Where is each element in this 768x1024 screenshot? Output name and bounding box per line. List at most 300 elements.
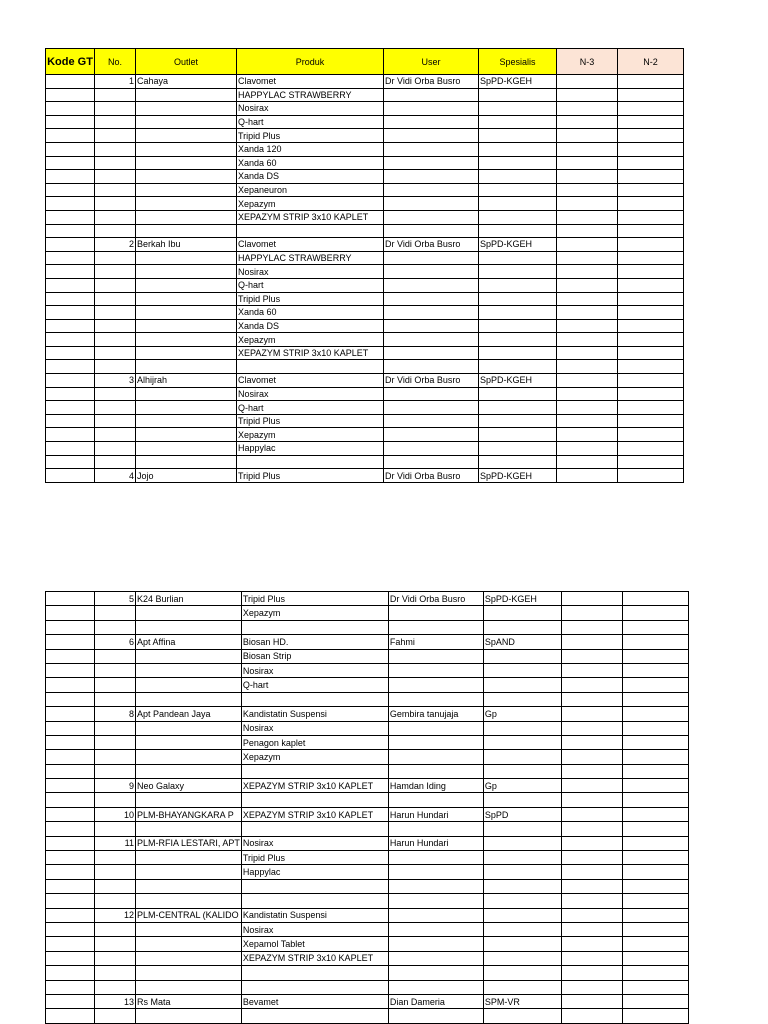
cell-n2[interactable] [622,894,688,908]
cell-user[interactable] [388,865,483,879]
cell-outlet[interactable]: PLM-RFIA LESTARI, APT [136,836,242,850]
cell-outlet[interactable]: Cahaya [136,75,237,89]
cell-user[interactable] [384,401,479,415]
cell-spesialis[interactable] [479,319,557,333]
cell-user[interactable] [384,210,479,224]
cell-kode-gt[interactable] [46,333,95,347]
cell-n3[interactable] [561,678,622,692]
cell-user[interactable] [384,292,479,306]
cell-outlet[interactable] [136,129,237,143]
cell-spesialis[interactable] [483,721,561,735]
cell-spesialis[interactable]: SpPD-KGEH [483,592,561,606]
cell-produk[interactable] [241,692,388,706]
cell-user[interactable] [384,102,479,116]
cell-kode-gt[interactable] [46,442,95,456]
cell-produk[interactable] [241,793,388,807]
cell-spesialis[interactable] [483,980,561,994]
cell-outlet[interactable] [136,966,242,980]
cell-produk[interactable]: Q-hart [241,678,388,692]
cell-n3[interactable] [561,721,622,735]
cell-outlet[interactable] [136,606,242,620]
cell-produk[interactable]: Xepazym [237,333,384,347]
cell-no[interactable] [95,142,136,156]
cell-user[interactable] [388,620,483,634]
cell-user[interactable] [384,115,479,129]
cell-n3[interactable] [561,635,622,649]
cell-no[interactable] [95,292,136,306]
cell-n2[interactable] [618,414,684,428]
cell-n3[interactable] [557,183,618,197]
cell-kode-gt[interactable] [46,224,95,238]
cell-user[interactable]: Dian Dameria [388,994,483,1008]
cell-user[interactable] [388,649,483,663]
cell-spesialis[interactable] [483,620,561,634]
cell-user[interactable] [388,1009,483,1023]
cell-no[interactable] [95,251,136,265]
cell-outlet[interactable] [136,735,242,749]
cell-n2[interactable] [622,764,688,778]
cell-produk[interactable]: Nosirax [241,836,388,850]
cell-outlet[interactable] [136,197,237,211]
cell-n2[interactable] [618,360,684,374]
cell-n3[interactable] [561,836,622,850]
cell-kode-gt[interactable] [46,265,95,279]
cell-outlet[interactable]: PLM-BHAYANGKARA P [136,807,242,821]
cell-n3[interactable] [557,428,618,442]
cell-user[interactable] [388,922,483,936]
cell-n2[interactable] [618,319,684,333]
cell-no[interactable] [95,129,136,143]
cell-produk[interactable]: Nosirax [237,387,384,401]
cell-n3[interactable] [561,908,622,922]
cell-produk[interactable]: Biosan Strip [241,649,388,663]
cell-spesialis[interactable] [479,278,557,292]
cell-n2[interactable] [618,224,684,238]
cell-produk[interactable]: Xepazym [237,197,384,211]
cell-kode-gt[interactable] [46,469,95,483]
cell-user[interactable] [388,851,483,865]
cell-outlet[interactable] [136,142,237,156]
cell-spesialis[interactable] [479,428,557,442]
cell-n3[interactable] [561,750,622,764]
cell-produk[interactable]: Tripid Plus [237,414,384,428]
cell-outlet[interactable] [136,156,237,170]
cell-n2[interactable] [622,879,688,893]
cell-spesialis[interactable] [479,224,557,238]
cell-produk[interactable]: HAPPYLAC STRAWBERRY [237,88,384,102]
cell-spesialis[interactable] [483,735,561,749]
cell-spesialis[interactable] [479,183,557,197]
cell-spesialis[interactable] [483,663,561,677]
cell-user[interactable] [384,265,479,279]
cell-no[interactable] [95,822,136,836]
cell-spesialis[interactable] [479,156,557,170]
cell-n3[interactable] [557,170,618,184]
cell-n2[interactable] [622,635,688,649]
cell-kode-gt[interactable] [46,894,95,908]
cell-produk[interactable]: Xanda 60 [237,156,384,170]
cell-user[interactable]: Hamdan Iding [388,779,483,793]
cell-n2[interactable] [622,865,688,879]
cell-no[interactable] [95,183,136,197]
cell-outlet[interactable] [136,894,242,908]
cell-kode-gt[interactable] [46,129,95,143]
cell-kode-gt[interactable] [46,793,95,807]
cell-outlet[interactable] [136,793,242,807]
cell-n2[interactable] [622,966,688,980]
cell-kode-gt[interactable] [46,102,95,116]
cell-user[interactable] [384,88,479,102]
cell-kode-gt[interactable] [46,836,95,850]
cell-outlet[interactable] [136,455,237,469]
header-n3[interactable]: N-3 [557,49,618,75]
cell-n2[interactable] [622,908,688,922]
cell-user[interactable] [388,678,483,692]
cell-produk[interactable]: Nosirax [241,922,388,936]
cell-produk[interactable]: Xepazym [241,606,388,620]
cell-outlet[interactable]: PLM-CENTRAL (KALIDO [136,908,242,922]
cell-no[interactable] [95,678,136,692]
cell-n2[interactable] [618,428,684,442]
cell-outlet[interactable] [136,620,242,634]
cell-no[interactable]: 2 [95,238,136,252]
cell-spesialis[interactable] [483,937,561,951]
cell-spesialis[interactable] [479,414,557,428]
cell-n2[interactable] [618,142,684,156]
cell-outlet[interactable]: Apt Pandean Jaya [136,707,242,721]
cell-no[interactable] [95,793,136,807]
cell-no[interactable] [95,721,136,735]
cell-user[interactable]: Gembira tanujaja [388,707,483,721]
cell-produk[interactable] [237,360,384,374]
header-user[interactable]: User [384,49,479,75]
cell-user[interactable] [384,360,479,374]
cell-produk[interactable]: Xanda DS [237,170,384,184]
cell-no[interactable] [95,88,136,102]
cell-outlet[interactable]: Alhijrah [136,374,237,388]
cell-user[interactable] [388,908,483,922]
cell-produk[interactable]: Biosan HD. [241,635,388,649]
cell-user[interactable] [384,142,479,156]
cell-kode-gt[interactable] [46,414,95,428]
cell-produk[interactable]: Bevamet [241,994,388,1008]
cell-n2[interactable] [618,197,684,211]
cell-kode-gt[interactable] [46,908,95,922]
cell-spesialis[interactable]: SpAND [483,635,561,649]
cell-spesialis[interactable] [483,865,561,879]
cell-no[interactable]: 5 [95,592,136,606]
cell-outlet[interactable]: Berkah Ibu [136,238,237,252]
cell-outlet[interactable] [136,764,242,778]
cell-no[interactable] [95,210,136,224]
cell-spesialis[interactable]: SpPD-KGEH [479,75,557,89]
cell-user[interactable]: Fahmi [388,635,483,649]
cell-no[interactable]: 12 [95,908,136,922]
cell-no[interactable] [95,102,136,116]
cell-n2[interactable] [622,678,688,692]
header-no[interactable]: No. [95,49,136,75]
cell-spesialis[interactable] [479,170,557,184]
cell-no[interactable] [95,951,136,965]
cell-outlet[interactable] [136,442,237,456]
cell-no[interactable] [95,606,136,620]
cell-outlet[interactable] [136,115,237,129]
cell-n2[interactable] [618,442,684,456]
cell-n2[interactable] [622,606,688,620]
cell-no[interactable] [95,851,136,865]
cell-n3[interactable] [557,197,618,211]
cell-n3[interactable] [557,455,618,469]
cell-spesialis[interactable] [483,750,561,764]
cell-no[interactable]: 8 [95,707,136,721]
cell-kode-gt[interactable] [46,692,95,706]
cell-n2[interactable] [622,707,688,721]
cell-spesialis[interactable] [479,346,557,360]
cell-n3[interactable] [561,994,622,1008]
cell-n2[interactable] [622,663,688,677]
cell-produk[interactable]: XEPAZYM STRIP 3x10 KAPLET [241,779,388,793]
cell-spesialis[interactable]: SpPD [483,807,561,821]
cell-n2[interactable] [618,183,684,197]
cell-n2[interactable] [618,387,684,401]
cell-produk[interactable]: Clavomet [237,238,384,252]
cell-spesialis[interactable] [479,88,557,102]
cell-spesialis[interactable] [479,129,557,143]
cell-n2[interactable] [622,620,688,634]
cell-n2[interactable] [622,779,688,793]
cell-n3[interactable] [557,102,618,116]
cell-user[interactable] [384,414,479,428]
cell-spesialis[interactable] [483,836,561,850]
cell-no[interactable] [95,735,136,749]
cell-user[interactable] [384,278,479,292]
cell-outlet[interactable] [136,649,242,663]
cell-n3[interactable] [557,278,618,292]
cell-user[interactable] [388,750,483,764]
cell-produk[interactable]: Tripid Plus [237,469,384,483]
cell-n2[interactable] [622,721,688,735]
cell-spesialis[interactable]: Gp [483,707,561,721]
cell-user[interactable] [388,793,483,807]
cell-outlet[interactable] [136,360,237,374]
cell-no[interactable] [95,455,136,469]
cell-kode-gt[interactable] [46,360,95,374]
cell-kode-gt[interactable] [46,707,95,721]
cell-spesialis[interactable]: SPM-VR [483,994,561,1008]
cell-n2[interactable] [618,374,684,388]
cell-n2[interactable] [618,346,684,360]
cell-spesialis[interactable] [483,851,561,865]
cell-spesialis[interactable] [483,922,561,936]
cell-user[interactable] [384,428,479,442]
cell-no[interactable] [95,620,136,634]
cell-spesialis[interactable] [479,251,557,265]
cell-no[interactable] [95,980,136,994]
cell-user[interactable] [388,879,483,893]
cell-n3[interactable] [557,414,618,428]
cell-kode-gt[interactable] [46,1009,95,1023]
cell-spesialis[interactable] [483,649,561,663]
cell-no[interactable] [95,346,136,360]
cell-outlet[interactable] [136,937,242,951]
cell-produk[interactable]: Nosirax [237,102,384,116]
cell-kode-gt[interactable] [46,197,95,211]
cell-no[interactable] [95,922,136,936]
cell-outlet[interactable] [136,387,237,401]
cell-produk[interactable] [241,894,388,908]
cell-outlet[interactable] [136,224,237,238]
cell-no[interactable]: 4 [95,469,136,483]
cell-user[interactable]: Dr Vidi Orba Busro [388,592,483,606]
cell-kode-gt[interactable] [46,238,95,252]
cell-n3[interactable] [561,663,622,677]
cell-n3[interactable] [557,142,618,156]
cell-no[interactable]: 1 [95,75,136,89]
cell-kode-gt[interactable] [46,980,95,994]
cell-spesialis[interactable] [483,793,561,807]
cell-no[interactable] [95,170,136,184]
cell-n3[interactable] [561,735,622,749]
cell-kode-gt[interactable] [46,210,95,224]
cell-outlet[interactable] [136,251,237,265]
cell-spesialis[interactable] [479,333,557,347]
cell-produk[interactable]: Xepazym [237,428,384,442]
cell-user[interactable] [384,197,479,211]
cell-n2[interactable] [618,401,684,415]
cell-produk[interactable]: XEPAZYM STRIP 3x10 KAPLET [237,346,384,360]
cell-produk[interactable] [241,620,388,634]
cell-spesialis[interactable] [483,894,561,908]
cell-spesialis[interactable] [479,265,557,279]
cell-n2[interactable] [622,980,688,994]
cell-n2[interactable] [622,922,688,936]
cell-n2[interactable] [622,750,688,764]
cell-kode-gt[interactable] [46,251,95,265]
cell-user[interactable]: Dr Vidi Orba Busro [384,238,479,252]
cell-kode-gt[interactable] [46,807,95,821]
cell-outlet[interactable]: Jojo [136,469,237,483]
cell-user[interactable]: Dr Vidi Orba Busro [384,374,479,388]
cell-user[interactable] [384,455,479,469]
cell-outlet[interactable] [136,306,237,320]
cell-kode-gt[interactable] [46,374,95,388]
cell-n3[interactable] [561,937,622,951]
cell-no[interactable] [95,663,136,677]
cell-no[interactable]: 6 [95,635,136,649]
cell-n3[interactable] [561,922,622,936]
cell-n3[interactable] [557,333,618,347]
cell-no[interactable] [95,414,136,428]
cell-kode-gt[interactable] [46,142,95,156]
cell-outlet[interactable] [136,980,242,994]
cell-user[interactable] [388,894,483,908]
cell-n2[interactable] [618,292,684,306]
header-kode-gt[interactable]: Kode GT [46,49,95,75]
cell-outlet[interactable] [136,692,242,706]
cell-user[interactable] [384,442,479,456]
cell-user[interactable] [384,129,479,143]
cell-n3[interactable] [557,251,618,265]
cell-n3[interactable] [557,224,618,238]
cell-n2[interactable] [622,807,688,821]
cell-user[interactable] [388,663,483,677]
cell-n2[interactable] [622,1009,688,1023]
cell-n3[interactable] [561,966,622,980]
cell-no[interactable] [95,750,136,764]
cell-n3[interactable] [561,764,622,778]
cell-n2[interactable] [618,265,684,279]
cell-produk[interactable] [241,764,388,778]
cell-produk[interactable]: Q-hart [237,115,384,129]
cell-no[interactable] [95,360,136,374]
cell-outlet[interactable] [136,265,237,279]
cell-kode-gt[interactable] [46,170,95,184]
cell-produk[interactable]: HAPPYLAC STRAWBERRY [237,251,384,265]
cell-no[interactable] [95,387,136,401]
cell-produk[interactable]: Tripid Plus [237,292,384,306]
cell-no[interactable] [95,894,136,908]
cell-n3[interactable] [561,620,622,634]
cell-no[interactable] [95,401,136,415]
cell-kode-gt[interactable] [46,88,95,102]
cell-n2[interactable] [622,994,688,1008]
cell-spesialis[interactable] [479,142,557,156]
cell-no[interactable] [95,428,136,442]
cell-spesialis[interactable] [479,306,557,320]
cell-outlet[interactable] [136,292,237,306]
cell-n2[interactable] [618,210,684,224]
cell-kode-gt[interactable] [46,75,95,89]
cell-kode-gt[interactable] [46,183,95,197]
cell-outlet[interactable] [136,210,237,224]
cell-user[interactable] [384,170,479,184]
cell-no[interactable] [95,115,136,129]
header-spesialis[interactable]: Spesialis [479,49,557,75]
cell-n2[interactable] [618,88,684,102]
cell-kode-gt[interactable] [46,387,95,401]
cell-produk[interactable]: Nosirax [241,663,388,677]
cell-n2[interactable] [618,251,684,265]
cell-spesialis[interactable]: SpPD-KGEH [479,374,557,388]
cell-kode-gt[interactable] [46,115,95,129]
cell-spesialis[interactable] [479,102,557,116]
cell-produk[interactable]: XEPAZYM STRIP 3x10 KAPLET [237,210,384,224]
cell-outlet[interactable] [136,88,237,102]
cell-spesialis[interactable] [479,401,557,415]
cell-produk[interactable]: Xanda 120 [237,142,384,156]
cell-kode-gt[interactable] [46,851,95,865]
cell-n3[interactable] [561,649,622,663]
cell-kode-gt[interactable] [46,346,95,360]
cell-n2[interactable] [618,75,684,89]
cell-outlet[interactable]: Rs Mata [136,994,242,1008]
cell-kode-gt[interactable] [46,822,95,836]
cell-produk[interactable]: Xepamol Tablet [241,937,388,951]
cell-n2[interactable] [622,937,688,951]
cell-produk[interactable] [237,224,384,238]
cell-outlet[interactable]: Apt Affina [136,635,242,649]
cell-no[interactable] [95,156,136,170]
cell-n2[interactable] [618,455,684,469]
cell-user[interactable]: Dr Vidi Orba Busro [384,469,479,483]
cell-produk[interactable]: XEPAZYM STRIP 3x10 KAPLET [241,807,388,821]
cell-outlet[interactable] [136,183,237,197]
cell-no[interactable]: 9 [95,779,136,793]
cell-spesialis[interactable] [479,455,557,469]
cell-no[interactable] [95,649,136,663]
cell-spesialis[interactable] [479,115,557,129]
cell-n3[interactable] [557,346,618,360]
